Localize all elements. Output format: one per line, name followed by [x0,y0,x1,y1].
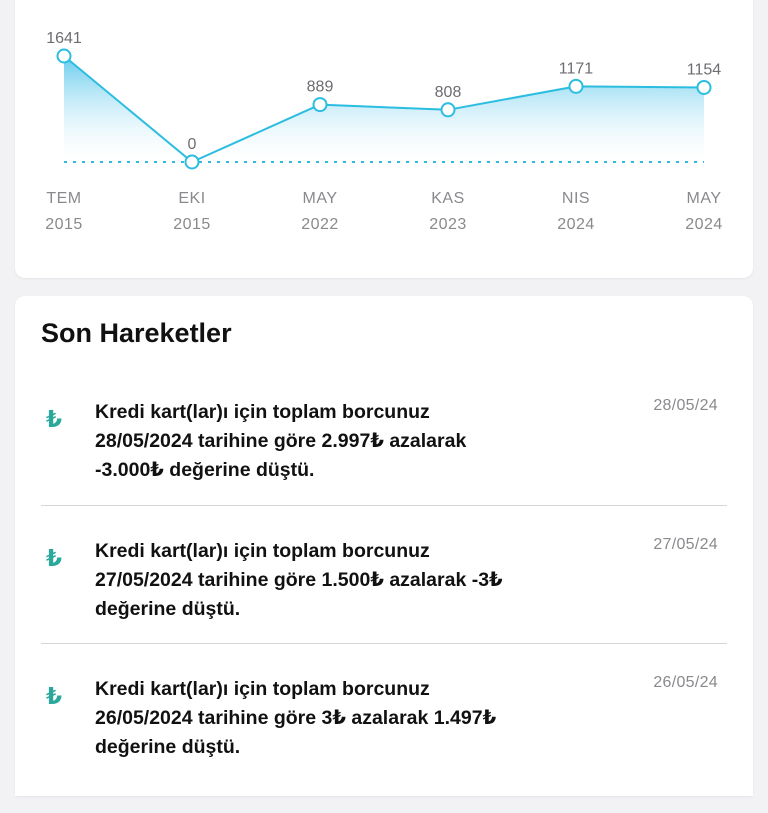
divider [41,643,727,644]
chart-point [570,80,583,93]
chart-card [15,0,753,278]
activity-message: Kredi kart(lar)ı için toplam borcunuz 27/05/2024 tarihine göre 1.500₺ azalarak -3₺ değerine düştü. [95,540,503,620]
lira-icon: ₺ [46,406,63,432]
chart-data-label: 1641 [46,30,82,47]
chart-tick-label-year: 2024 [685,216,723,233]
chart-tick-label-month: EKI [178,190,206,207]
lira-icon: ₺ [46,683,63,709]
activity-message: Kredi kart(lar)ı için toplam borcunuz 28/05/2024 tarihine göre 2.997₺ azalarak -3.000₺ değerine düştü. [95,401,467,481]
chart-data-label: 1171 [558,60,594,78]
chart-data-label: 1154 [686,61,722,79]
activity-message: Kredi kart(lar)ı için toplam borcunuz 26/05/2024 tarihine göre 3₺ azalarak 1.497₺ değerine düştü. [95,678,497,758]
chart-data-label: 0 [187,136,197,153]
divider [41,505,727,506]
chart-tick-label-year: 2015 [45,216,83,233]
chart-tick-label-year: 2023 [429,216,467,233]
recent-activity-card [15,296,753,796]
chart-area-fill [64,56,704,162]
list-item[interactable] [15,675,753,813]
activity-date: 26/05/24 [653,674,718,691]
chart-data-label: 889 [306,78,334,96]
chart-tick-label-year: 2022 [301,216,339,233]
chart-tick-label-month: NIS [561,190,591,207]
chart-tick-label-year: 2015 [173,216,211,233]
chart-tick-label-year: 2024 [557,216,595,233]
chart-tick-label-month: MAY [686,190,722,207]
list-item[interactable] [15,398,753,536]
chart-point [314,98,327,111]
debt-trend-chart [15,0,753,278]
chart-data-label: 808 [434,83,462,101]
activity-date: 28/05/24 [653,397,718,414]
activity-date: 27/05/24 [653,536,718,553]
chart-point [442,103,455,116]
chart-point [698,81,711,94]
chart-tick-label-month: TEM [46,190,82,207]
chart-point [58,50,71,63]
list-item[interactable] [15,537,753,675]
chart-tick-label-month: MAY [302,190,338,207]
chart-tick-label-month: KAS [431,190,465,207]
lira-icon: ₺ [46,545,63,571]
section-title: Son Hareketler [41,318,232,348]
chart-point [186,156,199,169]
